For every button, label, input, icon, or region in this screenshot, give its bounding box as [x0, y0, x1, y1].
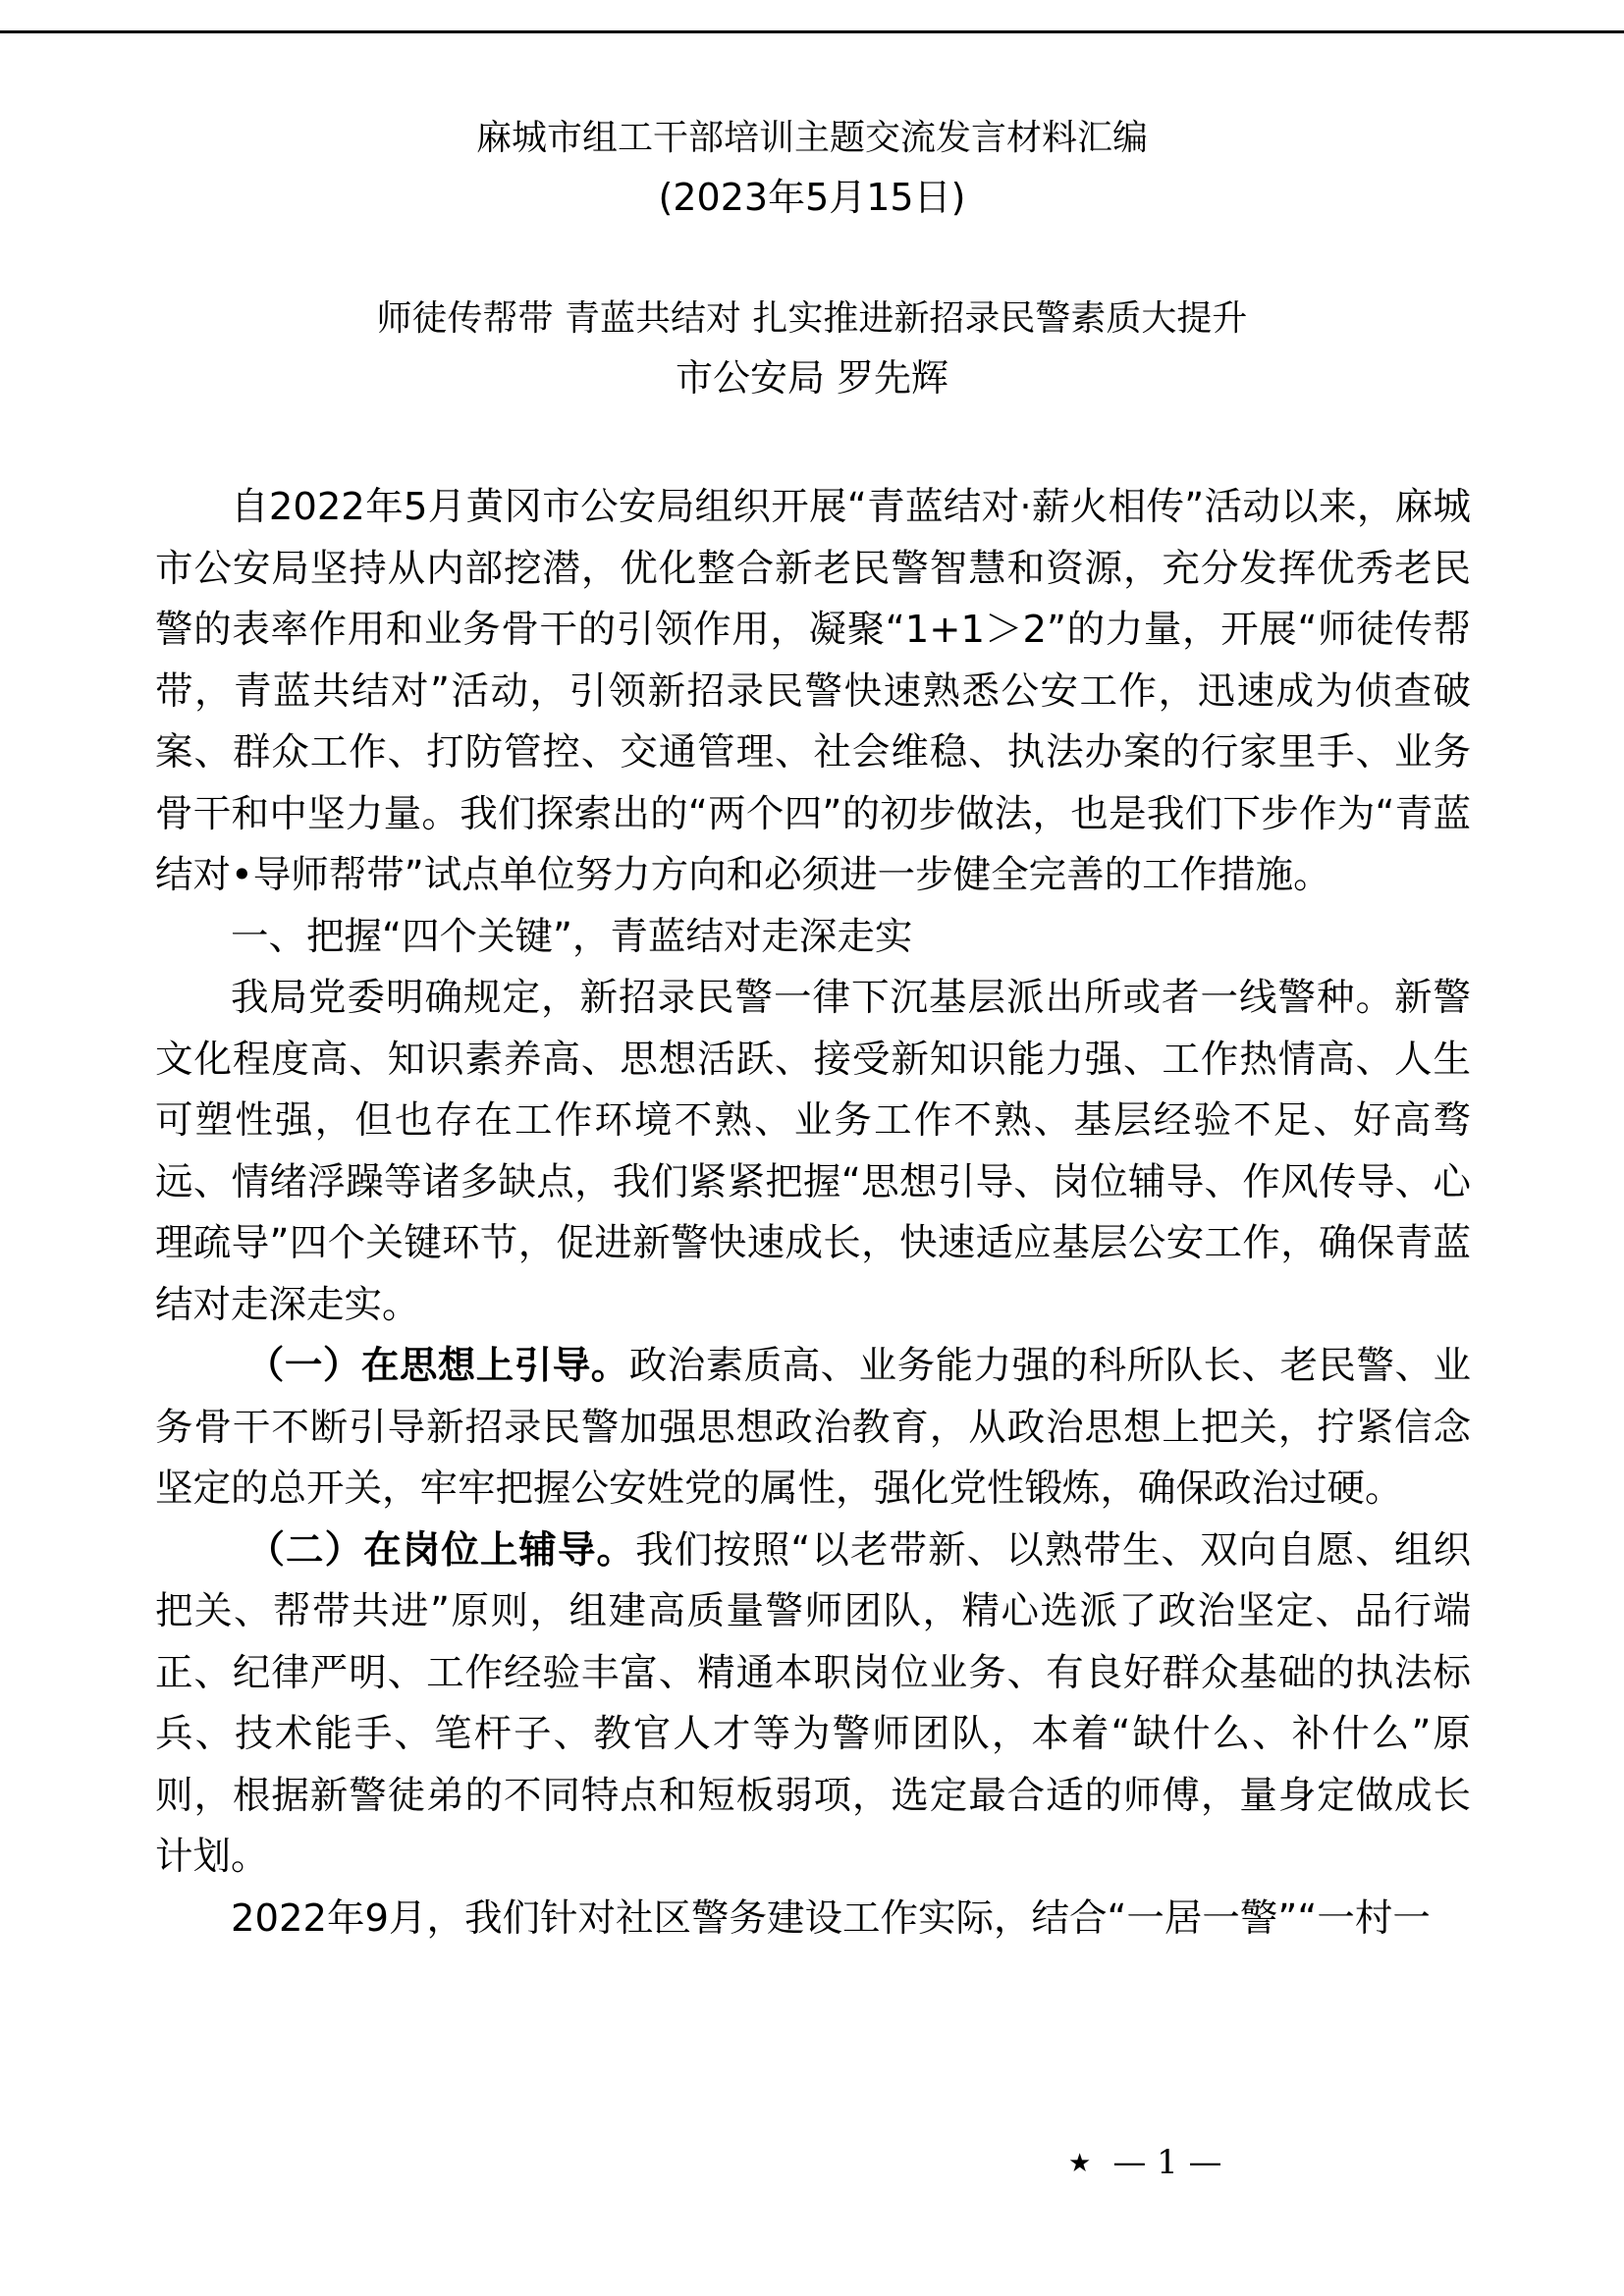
section-heading-1: 一、把握“四个关键”，青蓝结对走深走实 [231, 914, 913, 959]
paragraph-continued: 2022年9月，我们针对社区警务建设工作实际，结合“一居一警”“一村一 [231, 1896, 1431, 1941]
article-author: 市公安局 罗先辉 [675, 356, 949, 400]
subsection-heading-2: （二）在岗位上辅导。 [245, 1527, 636, 1573]
paragraph-subsection-1 [155, 1336, 1471, 1521]
page-footer [1068, 2138, 1222, 2188]
subsection-text-1: 政治素质高、业务能力强的科所队长、老民警、业务骨干不断引导新招录民警加强思想政治教育，从政治思想上把关，拧紧信念坚定的总开关，牢牢把握公安姓党的属性，强化党性锻炼，确保政治过硬。 [155, 1344, 1471, 1511]
header-rule [0, 30, 1624, 33]
article-title: 师徒传帮带 青蓝共结对 扎实推进新招录民警素质大提升 [376, 298, 1248, 339]
article-body [155, 477, 1471, 1949]
subsection-heading-1: （一）在思想上引导。 [245, 1344, 629, 1388]
paragraph-intro: 自2022年5月黄冈市公安局组织开展“青蓝结对·薪火相传”活动以来，麻城市公安局坚持从内部挖潜，优化整合新老民警智慧和资源，充分发挥优秀老民警的表率作用和业务骨干的引领作用，凝聚“1+1＞2”的力量，开展“师徒传帮带，青蓝共结对”活动，引领新招录民警快速熟悉公安工作，迅速成为侦查破案、群众工作、打防管控、交通管理、社会维稳、执法办案的行家里手、业务骨干和中坚力量。我们探索出的“两个四”的初步做法，也是我们下步作为“青蓝结对•导师帮带”试点单位努力方向和必须进一步健全完善的工作措施。 [155, 485, 1471, 897]
document-title: 麻城市组工干部培训主题交流发言材料汇编 [475, 118, 1148, 158]
document-date: (2023年5月15日) [658, 176, 966, 219]
page-number: — 1 — [1112, 2143, 1222, 2182]
paragraph-section-1: 我局党委明确规定，新招录民警一律下沉基层派出所或者一线警种。新警文化程度高、知识素养高、思想活跃、接受新知识能力强、工作热情高、人生可塑性强，但也存在工作环境不熟、业务工作不熟、基层经验不足、好高骛远、情绪浮躁等诸多缺点，我们紧紧把握“思想引导、岗位辅导、作风传导、心理疏导”四个关键环节，促进新警快速成长，快速适应基层公安工作，确保青蓝结对走深走实。 [155, 976, 1471, 1327]
star-icon: ★ [1068, 2149, 1092, 2178]
paragraph-subsection-2 [155, 1521, 1471, 1889]
subsection-text-2: 我们按照“以老带新、以熟带生、双向自愿、组织把关、帮带共进”原则，组建高质量警师团队，精心选派了政治坚定、品行端正、纪律严明、工作经验丰富、精通本职岗位业务、有良好群众基础的执法标兵、技术能手、笔杆子、教官人才等为警师团队，本着“缺什么、补什么”原则，根据新警徒弟的不同特点和短板弱项，选定最合适的师傅，量身定做成长计划。 [155, 1527, 1471, 1879]
